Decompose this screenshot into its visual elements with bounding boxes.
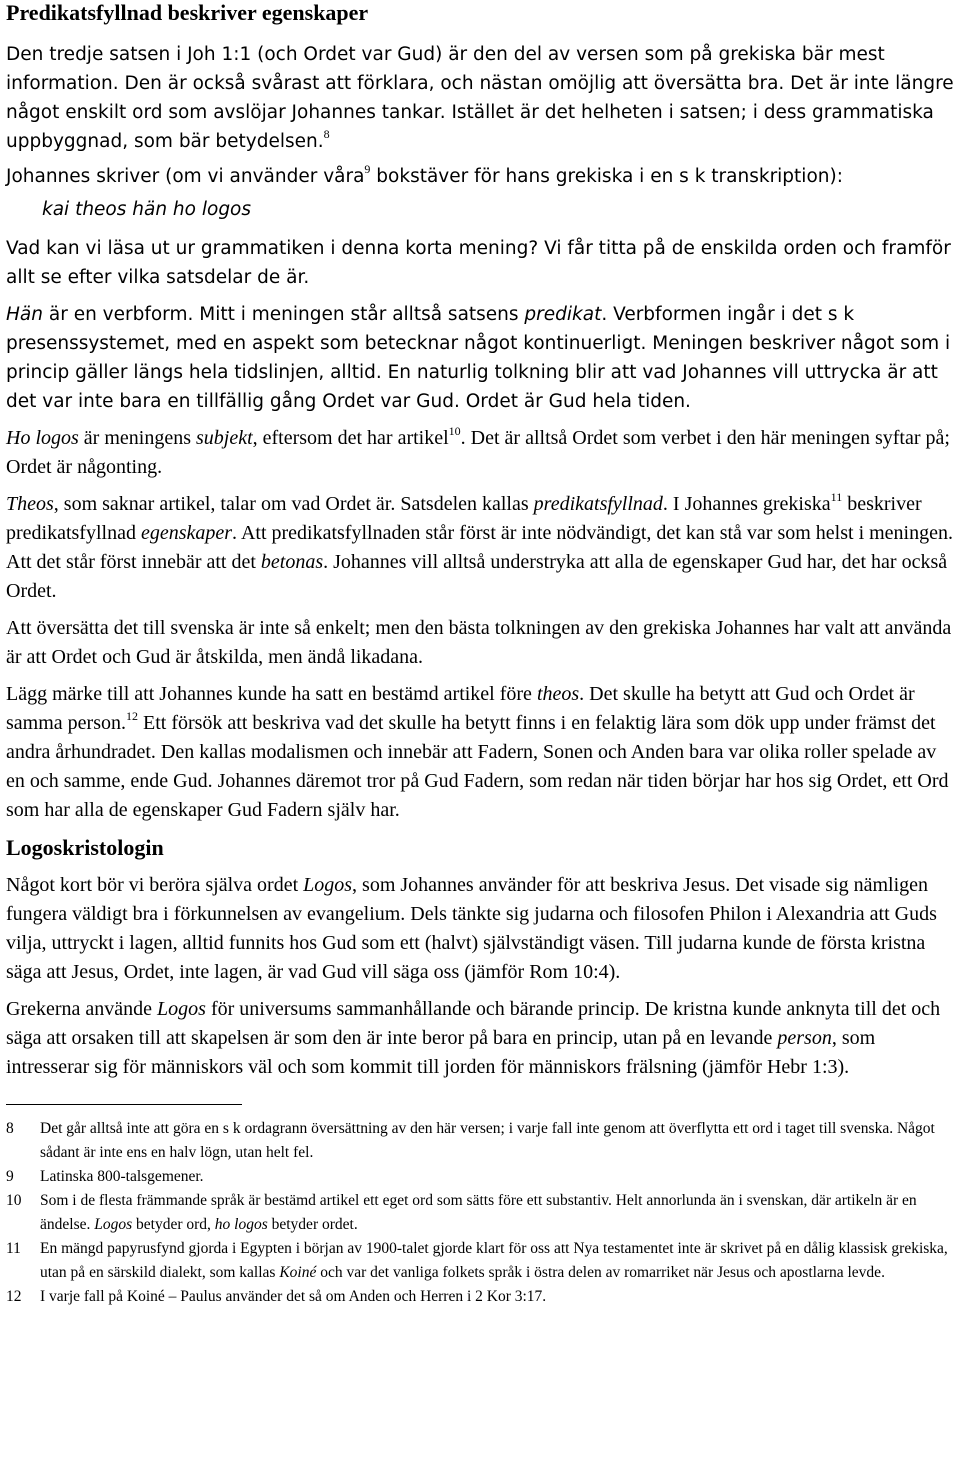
footnote-ref[interactable]: 9 xyxy=(364,162,371,176)
paragraph-text: är meningens xyxy=(78,427,196,449)
paragraph-text: . Det är alltså Ordet som verbet i den här meningen syftar på; Ordet är någonting. xyxy=(6,427,950,478)
section-logoskristologin xyxy=(6,835,954,1082)
paragraph xyxy=(6,162,954,191)
emphasis-text: subjekt xyxy=(195,427,253,449)
paragraph-text: , som intresserar sig för människors väl och som kommit till jorden för människors frälsning (jämför Hebr 1:3). xyxy=(6,1027,876,1078)
paragraph-text: beskriver predikatsfyllnad xyxy=(6,493,922,544)
emphasis-text: betonas xyxy=(260,551,324,573)
footnote-ref[interactable]: 11 xyxy=(830,490,843,504)
paragraph-text: . Johannes vill alltså understryka att alla de egenskaper Gud har, det har också Ordet. xyxy=(6,551,948,602)
paragraph-text: . Verbformen ingår i det s k presenssystemet, med en aspekt som betecknar något kontinuerligt. Meningen beskriver något som i princip gäller längs hela tidslinjen, alltid. En naturlig tolkning blir att vad Johannes vill uttrycka är att det var inte bara en tillfällig gång Ordet var Gud. Ordet är Gud hela tiden. xyxy=(6,304,951,412)
section-predikatsfyllnad xyxy=(6,0,954,825)
emphasis-text: egenskaper xyxy=(140,522,233,544)
footnote-11 xyxy=(6,1237,954,1285)
paragraph xyxy=(6,40,954,156)
paragraph-text: Ett försök att beskriva vad det skulle ha betytt finns i en felaktig lära som dök upp under främst det andra århundradet. Den kallas modalismen och innebär att Fadern, Sonen och Anden bara var olika roller spelade av en och samme, ende Gud. Johannes däremot tror på Gud Fadern, som redan när tiden börjar har hos sig Ordet, ett Ord som har alla de egenskaper Gud Fadern själv har. xyxy=(6,712,949,821)
footnote-ref[interactable]: 12 xyxy=(125,709,138,723)
paragraph-text: Den tredje satsen i Joh 1:1 (och Ordet var Gud) är den del av versen som på grekiska bär mest information. Den är också svårast att förklara, och nästan omöjlig att översätta bra. xyxy=(6,44,885,94)
emphasis-text: predikatsfyllnad xyxy=(533,493,663,515)
footnote-text: och var det vanliga folkets språk i östra delen av romarriket när Jesus och apostlarna levde. xyxy=(316,1264,885,1281)
paragraph xyxy=(6,300,954,416)
emphasis-text: predikat xyxy=(524,304,602,325)
footnote-text: betyder ord, xyxy=(132,1216,215,1233)
footnote-ref[interactable]: 10 xyxy=(448,424,461,438)
emphasis-text: Hän xyxy=(6,304,43,325)
paragraph xyxy=(6,680,954,825)
footnote-number: 10 xyxy=(6,1192,22,1209)
paragraph-text: . I Johannes grekiska xyxy=(662,493,831,515)
footnote-9 xyxy=(6,1165,954,1189)
emphasis-text: Ho logos xyxy=(6,427,79,449)
paragraph-text: Att översätta det till svenska är inte så enkelt; men den bästa tolkningen av den grekiska Johannes har valt att använda är att Ordet och Gud är åtskilda, men ändå likadana. xyxy=(6,617,952,668)
emphasis-text: Logos xyxy=(94,1216,133,1233)
paragraph-text: Det är inte längre något enskilt ord som avslöjar Johannes tankar. Istället är det helheten i satsen; i dess grammatiska uppbyggnad, som bär betydelsen. xyxy=(6,73,954,152)
footnote-12 xyxy=(6,1285,954,1309)
footnote-number: 11 xyxy=(6,1240,21,1257)
footnote-text: Det går alltså inte att göra en s k ordagrann översättning av den här versen; i varje fall inte genom att överflytta ett ord i taget till svenska. Något sådant är inte ens en halv lögn, utan helt fel. xyxy=(40,1120,935,1161)
emphasis-text: Logos xyxy=(157,998,206,1020)
footnote-text: I varje fall på Koiné – Paulus använder det så om Anden och Herren i 2 Kor 3:17. xyxy=(40,1288,547,1305)
paragraph xyxy=(6,234,954,292)
footnote-number: 8 xyxy=(6,1120,14,1137)
footnote-divider xyxy=(6,1104,242,1105)
footnote-number: 12 xyxy=(6,1288,22,1305)
footnote-number: 9 xyxy=(6,1168,14,1185)
footnote-text: Som i de flesta främmande språk är bestämd artikel ett eget ord som sätts före ett substantiv. Helt annorlunda än i svenskan, där artikeln är en ändelse. xyxy=(40,1192,917,1233)
footnote-ref[interactable]: 8 xyxy=(323,127,330,141)
paragraph-text: Något kort bör vi beröra själva ordet xyxy=(6,874,304,896)
transcription-quote xyxy=(6,195,954,224)
quote-text: kai theos hän ho logos xyxy=(42,199,252,220)
section-heading: Predikatsfyllnad beskriver egenskaper xyxy=(6,0,369,25)
emphasis-text: ho logos xyxy=(214,1216,268,1233)
paragraph-text: Johannes skriver (om vi använder våra xyxy=(6,166,365,187)
paragraph xyxy=(6,424,954,482)
footnote-10 xyxy=(6,1189,954,1237)
emphasis-text: theos xyxy=(536,683,580,705)
footnote-body xyxy=(40,1237,954,1285)
paragraph xyxy=(6,871,954,987)
paragraph-text: Vad kan vi läsa ut ur grammatiken i denna korta mening? Vi får titta på de enskilda orden och framför allt se efter vilka satsdelar de är. xyxy=(6,238,951,288)
section-heading: Logoskristologin xyxy=(6,835,164,860)
footnote-text: betyder ordet. xyxy=(267,1216,358,1233)
paragraph xyxy=(6,614,954,672)
paragraph-text: . Det skulle ha betytt att Gud och Ordet är samma person. xyxy=(6,683,915,734)
emphasis-text: Theos xyxy=(6,493,54,515)
footnotes xyxy=(6,1117,954,1309)
paragraph-text: , eftersom det har artikel xyxy=(252,427,449,449)
paragraph-text: Grekerna använde xyxy=(6,998,158,1020)
footnote-8 xyxy=(6,1117,954,1165)
paragraph-text: bokstäver för hans grekiska i en s k transkription): xyxy=(370,166,843,187)
paragraph-text: Lägg märke till att Johannes kunde ha satt en bestämd artikel före xyxy=(6,683,537,705)
footnote-text: Latinska 800-talsgemener. xyxy=(40,1168,204,1185)
emphasis-text: Logos xyxy=(303,874,353,896)
paragraph xyxy=(6,490,954,606)
footnote-text: En mängd papyrusfynd gjorda i Egypten i början av 1900-talet gjorde klart för oss att Nya testamentet inte är skrivet på en dålig klassisk grekiska, utan på en särskild dialekt, som kallas xyxy=(40,1240,948,1281)
footnote-body xyxy=(40,1189,954,1237)
paragraph-text: för universums sammanhållande och bärande princip. De kristna kunde anknyta till det och säga att orsaken till att skapelsen är som den är inte beror på bara en princip, utan på en levande xyxy=(6,998,941,1049)
paragraph-text: . Att predikatsfyllnaden står först är inte nödvändigt, det kan stå var som helst i meningen. Att det står först innebär att det xyxy=(6,522,953,573)
emphasis-text: Koiné xyxy=(279,1264,317,1281)
emphasis-text: person xyxy=(777,1027,832,1049)
paragraph-text: , som saknar artikel, talar om vad Ordet är. Satsdelen kallas xyxy=(53,493,534,515)
paragraph-text: är en verbform. Mitt i meningen står alltså satsens xyxy=(42,304,525,325)
paragraph-text: , som Johannes använder för att beskriva Jesus. Det visade sig nämligen fungera väldigt bra i förkunnelsen av evangelium. Dels tänkte sig judarna och filosofen Philon i Alexandria att Guds vilja, uttryckt i lagen, alltid funnits hos Gud som ett (halvt) självständigt väsen. Till judarna kunde de första kristna säga att Jesus, Ordet, inte lagen, är vad Gud vill säga oss (jämför Rom 10:4). xyxy=(6,874,937,983)
paragraph xyxy=(6,995,954,1082)
